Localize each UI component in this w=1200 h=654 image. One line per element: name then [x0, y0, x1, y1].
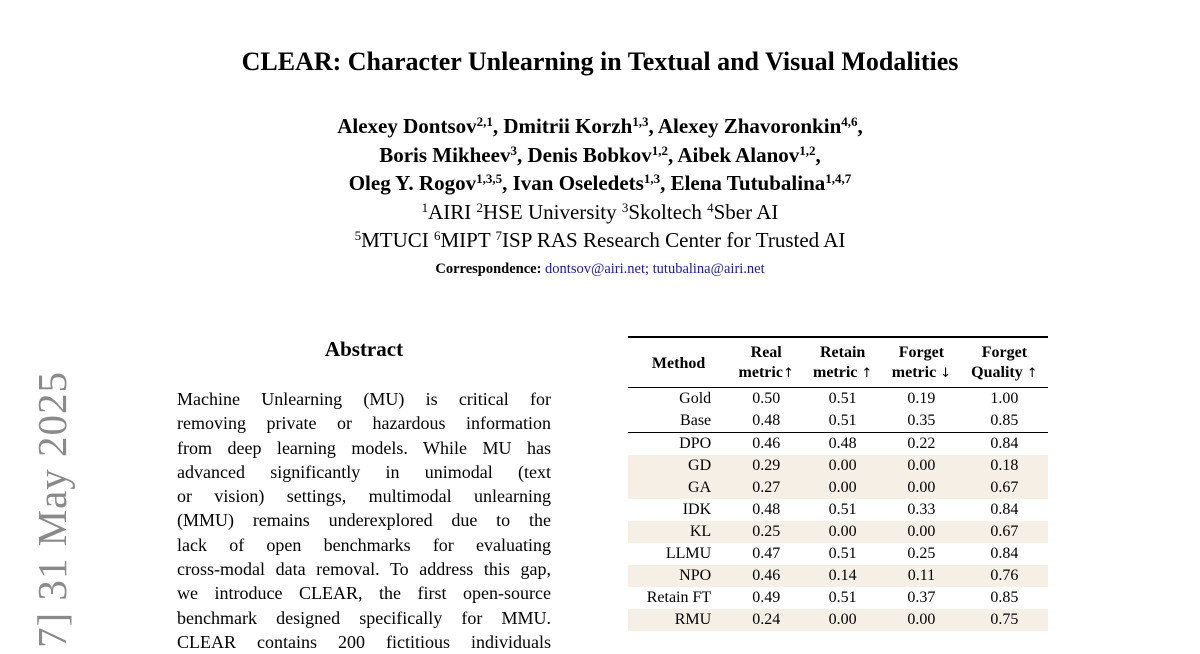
abstract-line: removing private or hazardous information	[177, 413, 551, 434]
table-header-row	[628, 337, 1048, 388]
author-affiliation-marker: 2,1	[476, 114, 493, 129]
author-name: Boris Mikheev	[379, 142, 511, 167]
table-row: GA 0.27 0.00 0.00 0.67	[628, 477, 1048, 499]
author-affiliation-marker: 4,6	[841, 114, 858, 129]
table-row: Base 0.48 0.51 0.35 0.85	[680, 412, 1019, 429]
affiliation: HSE University	[483, 199, 617, 224]
abstract-line: (MMU) remains underexplored due to the	[177, 510, 551, 531]
abstract-line: advanced significantly in unimodal (text	[177, 461, 551, 482]
author-name: Denis Bobkov	[527, 142, 652, 167]
affiliation: AIRI	[428, 199, 472, 224]
author-name: Ivan Oseledets	[512, 171, 644, 195]
author-affiliation-marker: 1,4,7	[825, 171, 852, 186]
table-row: Retain FT 0.49 0.51 0.37 0.85	[646, 589, 1019, 606]
down-arrow-icon: ↓	[940, 366, 952, 381]
header-forget-metric: Forget metric ↓	[882, 337, 961, 388]
author-affiliation-marker: 3	[510, 142, 517, 158]
abstract-line: or vision) settings, multimodal unlearning	[177, 486, 551, 507]
affiliation: MTUCI	[361, 228, 429, 252]
table-row: DPO 0.46 0.48 0.22 0.84	[628, 433, 1048, 456]
affiliation: Sber AI	[713, 199, 779, 224]
abstract-line: lack of open benchmarks for evaluating	[177, 534, 551, 555]
author-affiliation-marker: 1,2	[799, 142, 816, 158]
abstract-line: CLEAR contains 200 fictitious individuals	[177, 631, 551, 652]
author-affiliation-marker: 1,2	[651, 142, 668, 158]
author-name: Alexey Dontsov	[337, 114, 477, 138]
affiliation: ISP RAS Research Center for Trusted AI	[502, 228, 846, 252]
correspondence-emails[interactable]: dontsov@airi.net; tutubalina@airi.net	[545, 261, 765, 277]
abstract-heading: Abstract	[324, 337, 404, 361]
author-name: Oleg Y. Rogov	[348, 171, 477, 195]
abstract-line: from deep learning models. While MU has	[177, 437, 551, 458]
authors-line-2: Boris Mikheev$^3$, Denis Bobkov$^{1,2}$, Aibek Alanov$^{1,2}$,	[379, 142, 821, 167]
header-method: Method	[628, 337, 729, 388]
table-row: KL 0.25 0.00 0.00 0.67	[628, 521, 1048, 543]
authors-line-1: Alexey Dontsov$^{2,1}$, Dmitrii Korzh$^{1,3}$, Alexey Zhavoronkin$^{4,6}$,	[337, 114, 863, 138]
header-retain-metric: Retain metric ↑	[803, 337, 882, 388]
results-table	[628, 336, 1048, 631]
affiliations-line-1: $^1$AIRI $^2$HSE University $^3$Skoltech $^4$Sber AI	[421, 199, 779, 224]
abstract-body	[177, 387, 551, 654]
author-name: Aibek Alanov	[677, 142, 800, 167]
authors-line-3: Oleg Y. Rogov$^{1,3,5}$, Ivan Oseledets$^{1,3}$, Elena Tutubalina$^{1,4,7}$	[348, 171, 852, 195]
author-name: Dmitrii Korzh	[503, 114, 633, 138]
up-arrow-icon: ↑	[782, 366, 794, 381]
up-arrow-icon: ↑	[861, 366, 873, 381]
table-row: RMU 0.24 0.00 0.00 0.75	[628, 609, 1048, 631]
author-block	[0, 112, 1200, 255]
author-name: Alexey Zhavoronkin	[657, 114, 842, 138]
affiliation: Skoltech	[628, 199, 702, 224]
table-row: LLMU 0.47 0.51 0.25 0.84	[665, 545, 1019, 562]
author-affiliation-marker: 1,3	[643, 171, 661, 186]
header-forget-quality: Forget Quality ↑	[961, 337, 1048, 388]
abstract-line: benchmark designed specifically for MMU.	[177, 607, 551, 628]
table-row: NPO 0.46 0.14 0.11 0.76	[628, 565, 1048, 587]
abstract-line: cross-modal data removal. To address this gap,	[177, 559, 551, 580]
table-row: Gold 0.50 0.51 0.19 1.00	[679, 390, 1019, 407]
correspondence	[0, 261, 1200, 278]
abstract-line: Machine Unlearning (MU) is critical for	[177, 389, 551, 409]
abstract-line: we introduce CLEAR, the first open-source	[177, 583, 551, 604]
arxiv-stamp: 7] 31 May 2025	[29, 370, 75, 648]
up-arrow-icon: ↑	[1026, 366, 1038, 381]
correspondence-label: Correspondence:	[435, 261, 542, 277]
affiliations-line-2: $^5$MTUCI $^6$MIPT $^7$ISP RAS Research Center for Trusted AI	[354, 228, 846, 252]
table-row: IDK 0.48 0.51 0.33 0.84	[682, 501, 1019, 518]
header-real-metric: Real metric↑	[729, 337, 803, 388]
paper-title: CLEAR: Character Unlearning in Textual and Visual Modalities	[241, 47, 959, 76]
author-name: Elena Tutubalina	[670, 171, 826, 195]
affiliation: MIPT	[440, 228, 491, 252]
author-affiliation-marker: 1,3	[632, 114, 649, 129]
author-affiliation-marker: 1,3,5	[476, 171, 503, 186]
table-row: GD 0.29 0.00 0.00 0.18	[628, 455, 1048, 477]
